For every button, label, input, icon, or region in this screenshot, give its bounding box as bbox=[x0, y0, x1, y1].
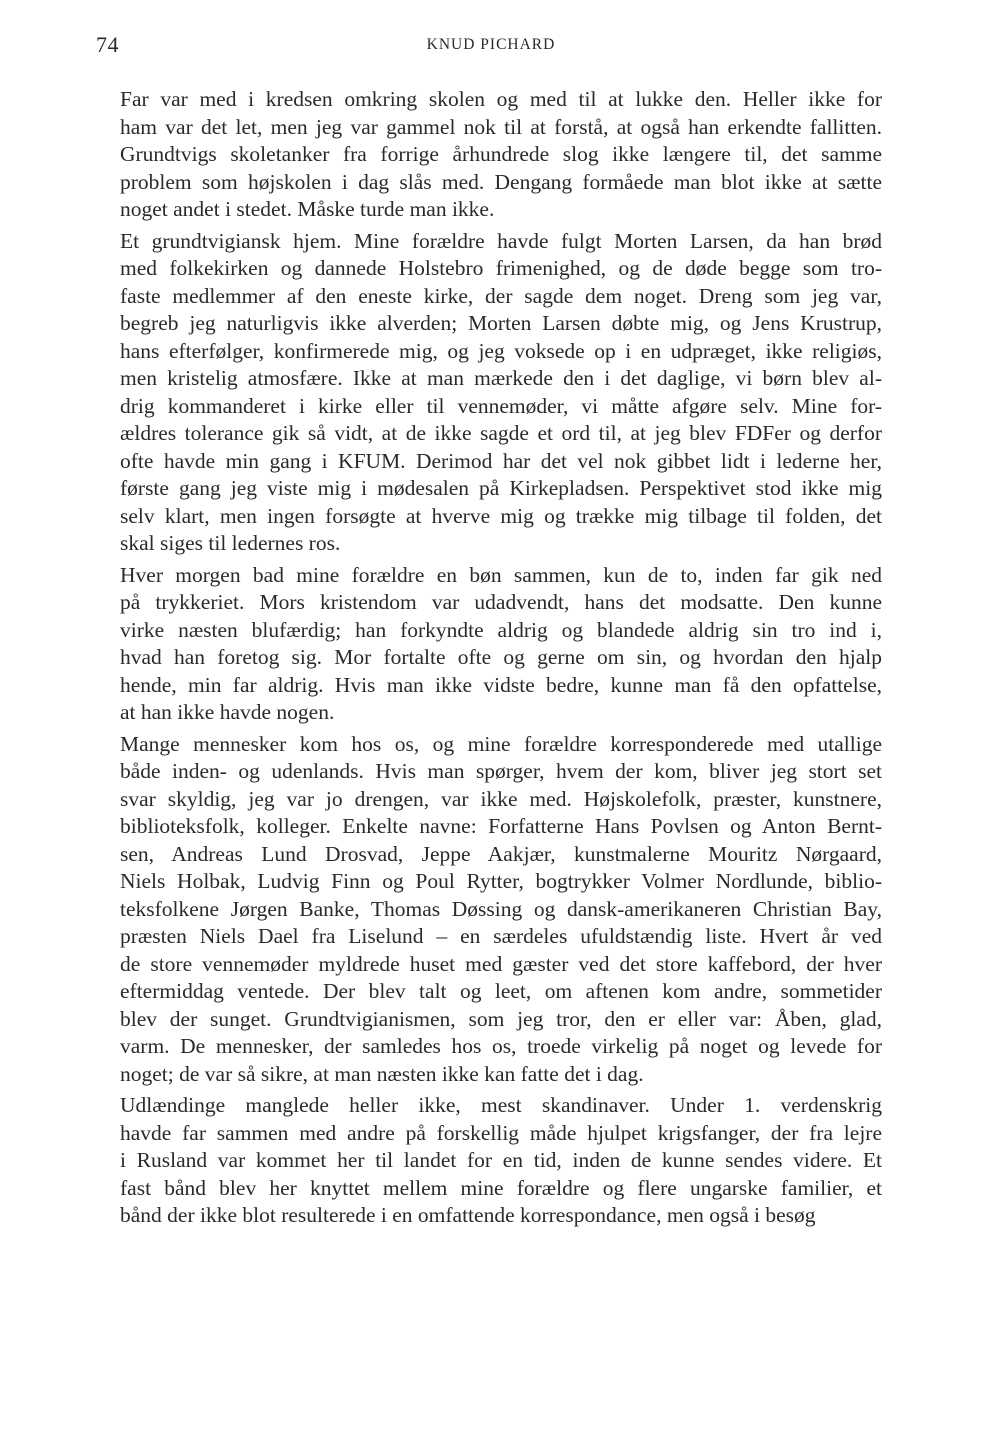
text-line: havde far sammen med andre på forskellig måde hjulpet krigsfanger, der fra lejre bbox=[120, 1120, 882, 1145]
text-line: fast bånd blev her knyttet mellem mine forældre og flere ungarske familier, et bbox=[120, 1175, 882, 1200]
text-line: begreb jeg naturligvis ikke alverden; Morten Larsen døbte mig, og Jens Krustrup, bbox=[120, 311, 882, 335]
paragraph bbox=[120, 86, 882, 224]
text-line: skal siges til ledernes ros. bbox=[120, 531, 341, 555]
text-line: med folkekirken og dannede Holstebro frimenighed, og de døde begge som tro- bbox=[120, 256, 882, 280]
text-line: selv klart, men ingen forsøgte at hverve mig og trække mig tilbage til folden, det bbox=[120, 503, 882, 528]
text-line: hans efterfølger, konfirmerede mig, og jeg voksede op i en udpræget, ikke religiøs, bbox=[120, 338, 882, 363]
text-line: første gang jeg viste mig i mødesalen på Kirkepladsen. Perspektivet stod ikke mig bbox=[120, 476, 882, 500]
text-line: Far var med i kredsen omkring skolen og med til at lukke den. Heller ikke for bbox=[120, 87, 882, 111]
text-line: ældres tolerance gik så vidt, at de ikke sagde et ord til, at jeg blev FDFer og derfor bbox=[120, 421, 882, 445]
paragraph bbox=[120, 731, 882, 1089]
body-text bbox=[120, 86, 882, 1230]
text-line: noget; de var så sikre, at man næsten ikke kan fatte det i dag. bbox=[120, 1061, 644, 1086]
text-line: noget andet i stedet. Måske turde man ikke. bbox=[120, 197, 495, 221]
text-line: varm. De mennesker, der samledes hos os, troede virkelig på noget og levede for bbox=[120, 1034, 882, 1058]
text-line: teksfolkene Jørgen Banke, Thomas Døssing og dansk-amerikaneren Christian Bay, bbox=[120, 896, 882, 921]
text-line: at han ikke havde nogen. bbox=[120, 700, 335, 724]
text-line: virke næsten blufærdig; han forkyndte aldrig og blandede aldrig sin tro ind i, bbox=[120, 617, 882, 642]
text-line: sen, Andreas Lund Drosvad, Jeppe Aakjær, kunstmalerne Mouritz Nørgaard, bbox=[120, 841, 882, 866]
paragraph bbox=[120, 228, 882, 558]
text-line: både inden- og udenlands. Hvis man spørger, hvem der kom, bliver jeg stort set bbox=[120, 759, 882, 783]
text-line: hvad han foretog sig. Mor fortalte ofte og gerne om sin, og hvordan den hjalp bbox=[120, 645, 882, 669]
text-line: i Rusland var kommet her til landet for en tid, inden de kunne sendes videre. Et bbox=[120, 1148, 882, 1172]
text-line: på trykkeriet. Mors kristendom var udadvendt, hans det modsatte. Den kunne bbox=[120, 590, 882, 614]
text-line: Grundtvigs skoletanker fra forrige århundrede slog ikke længere til, det samme bbox=[120, 142, 882, 166]
text-line: drig kommanderet i kirke eller til vennemøder, vi måtte afgøre selv. Mine for- bbox=[120, 393, 882, 418]
text-line: bånd der ikke blot resulterede i en omfattende korrespondance, men også i besøg bbox=[120, 1203, 816, 1227]
running-head: KNUD PICHARD bbox=[426, 36, 556, 53]
text-line: de store vennemøder myldrede huset med gæster ved det store kaffebord, der hver bbox=[120, 951, 882, 976]
text-line: faste medlemmer af den eneste kirke, der sagde dem noget. Dreng som jeg var, bbox=[120, 283, 882, 308]
text-line: men kristelig atmosfære. Ikke at man mærkede den i det daglige, vi børn blev al- bbox=[120, 366, 882, 390]
text-line: Niels Holbak, Ludvig Finn og Poul Rytter, bogtrykker Volmer Nordlunde, biblio- bbox=[120, 869, 882, 893]
text-line: Mange mennesker kom hos os, og mine forældre korresponderede med utallige bbox=[120, 731, 882, 756]
text-line: ofte havde min gang i KFUM. Derimod har det vel nok gibbet lidt i lederne her, bbox=[120, 448, 882, 473]
text-line: Et grundtvigiansk hjem. Mine forældre havde fulgt Morten Larsen, da han brød bbox=[120, 228, 882, 253]
text-line: hende, min far aldrig. Hvis man ikke vidste bedre, kunne man få den opfattelse, bbox=[120, 672, 882, 697]
paragraph bbox=[120, 1092, 882, 1230]
page-number: 74 bbox=[96, 32, 119, 57]
text-line: ham var det let, men jeg var gammel nok til at forstå, at også han erkendte fallitten. bbox=[120, 114, 882, 139]
text-line: problem som højskolen i dag slås med. Dengang formåede man blot ikke at sætte bbox=[120, 169, 882, 194]
text-line: biblioteksfolk, kolleger. Enkelte navne: Forfatterne Hans Povlsen og Anton Bernt- bbox=[120, 814, 882, 838]
text-line: Udlændinge manglede heller ikke, mest skandinaver. Under 1. verdenskrig bbox=[120, 1093, 882, 1117]
text-line: eftermiddag ventede. Der blev talt og leet, om aftenen kom andre, sommetider bbox=[120, 979, 882, 1003]
text-line: blev der sunget. Grundtvigianismen, som jeg tror, den er eller var: Åben, glad, bbox=[120, 1006, 882, 1031]
text-line: Hver morgen bad mine forældre en bøn sammen, kun de to, inden far gik ned bbox=[120, 562, 882, 587]
text-line: svar skyldig, jeg var jo drengen, var ikke med. Højskolefolk, præster, kunstnere, bbox=[120, 786, 882, 811]
text-line: præsten Niels Dael fra Liselund – en særdeles ufuldstændig liste. Hvert år ved bbox=[120, 924, 882, 948]
paragraph bbox=[120, 562, 882, 727]
